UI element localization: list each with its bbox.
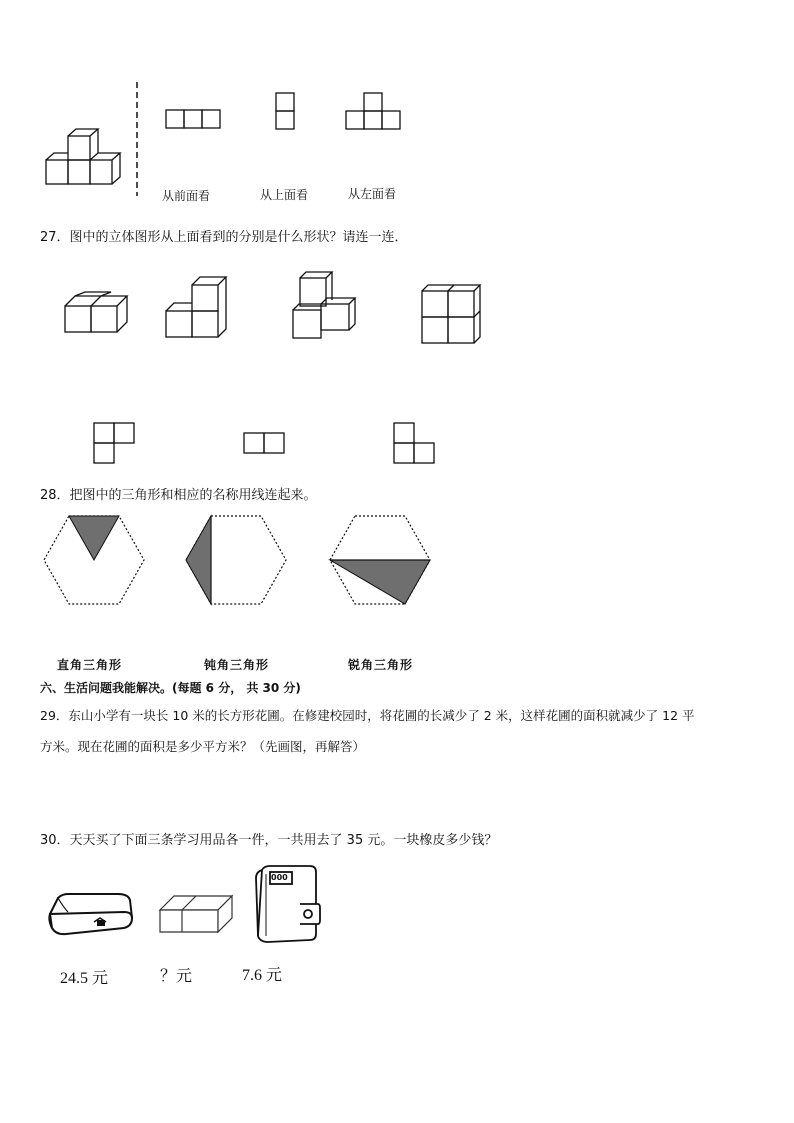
eraser-icon	[156, 892, 236, 938]
solid-a	[62, 288, 130, 338]
top-view-caption: 从上面看	[260, 188, 309, 202]
top-view-option-3	[392, 421, 436, 465]
hexagon-acute-triangle	[40, 512, 148, 608]
calculator-display: 000	[271, 873, 288, 882]
question-30: 30．天天买了下面三条学习用品各一件，一共用去了 35 元。一块橡皮多少钱？	[40, 833, 498, 848]
dashed-divider	[134, 82, 140, 196]
label-obtuse-triangle: 钝角三角形	[204, 658, 270, 672]
top-view-option-2	[242, 431, 286, 455]
top-view-shape	[274, 91, 296, 131]
left-view-shape	[344, 91, 404, 131]
solid-b	[163, 275, 229, 341]
pencil-case-icon	[44, 888, 136, 940]
solid-d	[419, 283, 483, 345]
question-29-line-2: 方米。现在花圃的面积是多少平方米？（先画图，再解答）	[40, 739, 366, 754]
hexagon-obtuse-triangle	[326, 512, 434, 608]
label-acute-triangle: 锐角三角形	[348, 658, 414, 672]
label-right-triangle: 直角三角形	[57, 658, 123, 672]
question-27: 27．图中的立体图形从上面看到的分别是什么形状？请连一连．	[40, 230, 408, 245]
front-view-caption: 从前面看	[162, 189, 211, 203]
question-28: 28．把图中的三角形和相应的名称用线连起来。	[40, 488, 317, 503]
question-29-line-1: 29．东山小学有一块长 10 米的长方形花圃。在修建校园时，将花圃的长减少了 2 米，这样花圃的面积就减少了 12 平	[40, 708, 695, 723]
price-calculator: 7.6 元	[242, 967, 283, 984]
cube-stack-figure	[40, 126, 130, 190]
front-view-shape	[164, 108, 222, 132]
solid-c	[290, 270, 360, 342]
section-6-title: 六、生活问题我能解决。(每题 6 分， 共 30 分)	[40, 681, 301, 695]
price-eraser: ？元	[160, 968, 193, 985]
left-view-caption: 从左面看	[348, 187, 397, 201]
price-pencil-case: 24.5 元	[60, 970, 109, 987]
hexagon-right-triangle	[182, 512, 290, 608]
top-view-option-1	[92, 421, 136, 465]
